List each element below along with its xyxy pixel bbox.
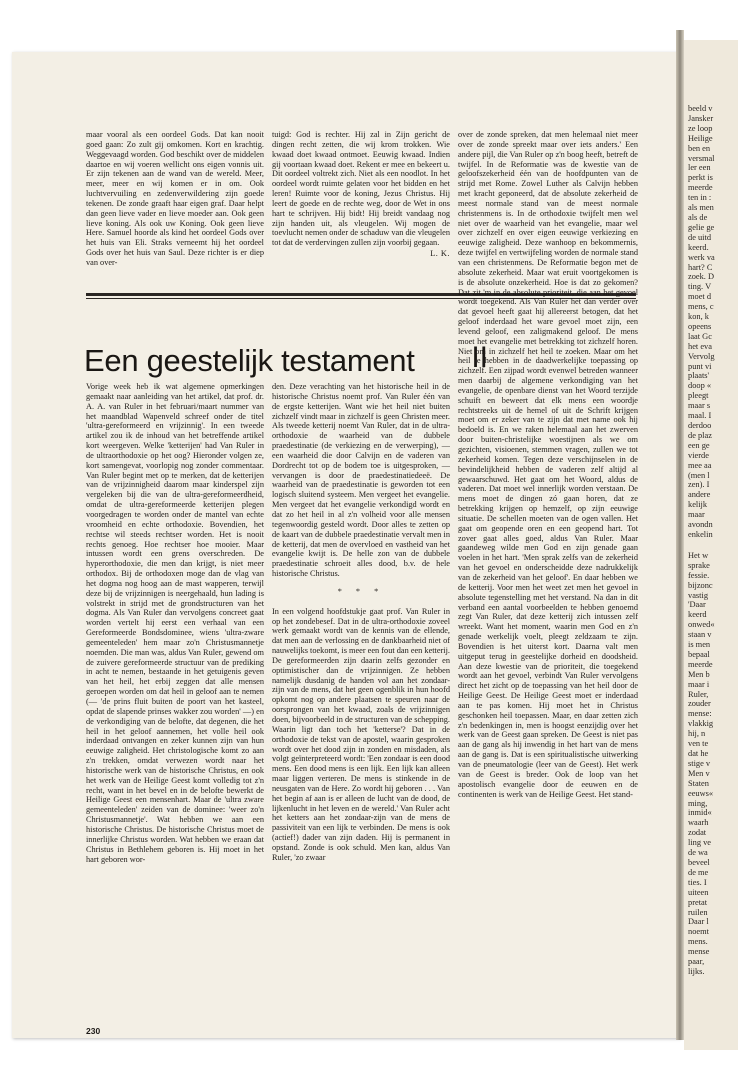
next-page-line: Staten <box>688 778 709 788</box>
next-page-line: Jansker <box>688 113 714 123</box>
next-page-line: de plaz <box>688 430 712 440</box>
next-page-line: maar i <box>688 679 710 689</box>
article-column-1 <box>86 382 264 1018</box>
next-page-line: Daar l <box>688 917 709 927</box>
article-column-3-text: over de zonde spreken, dat men helemaal niet meer over de zonde spreekt maar over iets anders.' Een andere pijl, die Van Ruler op z'n boog heeft, betreft de twijfel. In de Reformatie was de kwestie van de geloofszekerheid één van de hoofdpunten van de strijd met Rome. Zowel Luther als Calvijn hebben met kracht geponeerd, dat de absolute zekerheid de meest normale stand van de meest normale christenmens is. In de orthodoxie twijfelt men wel niet over de waarheid van het evangelie, maar wel over zichzelf en over eigen eeuwige verkiezing en eeuwige zaligheid. Deze wanhoop en bekommernis, deze twijfel en vertwijfeling worden de normale stand van een christenmens. De Reformatie begon met de absolute zekerheid. Maar wat eruit voortgekomen is is de absolute onzekerheid. Hoe is dat zo gekomen? Dat zit 'm in de absolute prioriteit, die aan het gevoel wordt toegekend. Als Van Ruler het dan verder over dat gevoel heeft gaat hij allereerst betogen, dat het geloof inderdaad het ware gevoel moet zijn, een levend geloof, een zaligmakend geloof. De mens moet het evangelie met betrekking tot zichzelf horen. Niet om in zichzelf het heil te zoeken. Maar om het heil te hebben in de daadwerkelijke toepassing op zichzelf. Een zijpad wordt evenwel betreden wanneer men daarbij de algemene verkondiging van het evangelie, de openbare dienst van het Woord terzijde schuift en beweert dat elk mens een woordje rechtstreeks uit de hemel of uit de Schrift krijgen moet om er zeker van te zijn dat met name ook hij bedoeld is. En we raken helemaal aan het zwerven door buiten-christelijke woestijnen als we om gezichten, visioenen, stemmen vragen, zullen we tot zekerheid komen. Tegen deze verschijnselen in de bevindelijkheid hebben de vaderen zelf altijd al gewaarschuwd. Het gaat om het Woord, aldus de vaderen. Dat moet wel innerlijk worden verstaan. De mens moet de dingen zó gaan horen, dat ze betrekking krijgen op hemzelf, op zijn eeuwige situatie. De schellen moeten van de ogen vallen. Het gaat om geopende oren en een geopend hart. Tot zover gaat alles goed, aldus Van Ruler. Maar gaandeweg wilde men God en zijn genade gaan voelen in het hart. 'Men sprak zelfs van de zekerheid van het gevoel en onderscheidde deze nadrukkelijk van de zekerheid van het geloof'. En daar hebben we de ketterij. Voor men het weet zet men het gevoel in absolute tegenstelling met het verstand. Na dan in dit verband een aantal voorbeelden te hebben genoemd zegt Van Ruler, dat deze ketterij zich intussen zelf wreekt. Want het moment, waarin men God en z'n genade werkelijk voelt, pleegt zeldzaam te zijn. Bovendien is het uiterst kort. Daarna valt men uitgeput terug in geestelijke dorheid en doodsheid. Aan deze kwestie van de prioriteit, die toegekend wordt aan het gevoel, verbindt Van Ruler vervolgens direct het zicht op de toepassing van het heil door de Heilige Geest. De Heilige Geest moet er inderdaad aan te pas komen. Hij moet het in Christus geschonken heil toepassen. Maar, en daar zetten zich z'n bedenkingen in, men is hoogst eenzijdig over het werk van de Geest gaan spreken. De Geest is niet pas aan de gang als hij inwendig in het hart van de mens aan de gang is. Dat is een spiritualistische uitwerking van de pneumatologie (leer van de Geest). Het werk van de Geest is breder. Ook de loop van het apostolisch evangelie door de eeuwen en de continenten is werk van de Heilige Geest. Het stand- <box>458 130 638 799</box>
next-page-line: als de <box>688 212 708 222</box>
next-page-line: beeld v <box>688 104 713 113</box>
next-page-line: Vervolg <box>688 351 715 361</box>
next-page-line: meerde <box>688 659 713 669</box>
article-title: Een geestelijk testament <box>84 343 415 378</box>
article-column-2a-text: den. Deze verachting van het historische heil in de historische Christus noemt prof. Van Ruler één van de ergste ketterijen. Want wie het heil niet buiten zichzelf vindt maar in zichzelf is geen Christen meer. Als tweede ketterij noemt Van Ruler, dat in de ultra-orthodoxie de waarheid van de dubbele praedestinatie (de verkiezing en de verwerping), — een waarheid die door Calvijn en de vaderen van Dordrecht tot op de bodem toe is uitgesproken, — vervangen is door de praedestinatiedeeë. De waarheid van de praedestinatie is geworden tot een logisch sluitend systeem. Men vergeet het evangelie. Men vergeet dat het evangelie verkondigd wordt en dat zo het heil in al z'n volheid voor alle mensen tegenwoordig gesteld wordt. Door alles te zetten op de kaart van de dubbele praedestinatie vervalt men in de ketterij, dat men de overvloed en vastheid van het evangelie kwijt is. De helle zon van de dubbele praedestinatie schroeit alles dood, b.v. de hele historische Christus. <box>272 382 450 579</box>
next-page-line: pretat <box>688 897 708 907</box>
next-page-line: derdoo <box>688 421 712 430</box>
next-page-line: mee aa <box>688 460 712 470</box>
top-column-2 <box>272 130 450 292</box>
next-page-line: perkt is <box>688 173 713 183</box>
article-column-3 <box>458 130 638 1018</box>
next-page-line: plaats' <box>688 371 710 381</box>
next-page-line: Ruler, <box>688 689 709 699</box>
next-page-line: ler een <box>688 163 711 173</box>
next-page-line: zodat <box>688 828 707 838</box>
next-page-line: de wa <box>688 848 708 858</box>
next-page-line: eeuws« <box>688 788 714 798</box>
book-gutter <box>676 30 684 1040</box>
next-page-line: ruilen <box>688 907 708 917</box>
top-column-1-text: maar vooral als een oordeel Gods. Dat kan nooit goed gaan: Zo zult gij omkomen. Kort en krachtig. Weggevaagd worden. God beschikt over de middelen daartoe en wij voeren wellicht ons eigen vonnis uit. Er zijn tekenen aan de wand van de wereld. Meer, meer, meer en wij komen er in om. Ook luchtvervuiling en zedenverwildering zijn goede tekenen. De zonde graaft haar eigen graf. Daar helpt dan geen lieve vader en lieve moeder aan. Ook geen lieve koning. Als ook uw Koning. Ook geen lieve Here. Samuel hoorde als kind het oordeel Gods over het huis van Eli. Straks verneemt hij het oordeel Gods over het huis van Saul. Deze richter is er diep van over- <box>86 130 264 267</box>
next-page-line: een ge <box>688 440 710 450</box>
next-page-line: mense <box>688 947 710 957</box>
next-page-line: het eva <box>688 341 712 351</box>
next-page-line: lijks. <box>688 966 705 976</box>
next-page-line: dat he <box>688 749 709 758</box>
next-page-line: gelie ge <box>688 222 715 232</box>
next-page-line: vastig <box>688 590 709 600</box>
next-page-line: sprake <box>688 560 710 570</box>
next-page-line: enkelin <box>688 529 713 539</box>
article-column-2 <box>272 382 450 1018</box>
next-page-line: mense: <box>688 709 712 719</box>
next-page-line: maar s <box>688 401 711 411</box>
next-page-line: werk va <box>688 252 715 262</box>
next-page-line: meerde <box>688 183 713 193</box>
next-page-line: ting. V <box>688 282 712 292</box>
next-page-edge <box>684 40 738 1050</box>
next-page-line: andere <box>688 490 711 500</box>
top-column-1 <box>86 130 264 290</box>
next-page-line: ming, <box>688 798 708 808</box>
next-page-line: doop « <box>688 381 712 391</box>
next-page-line: kelijk <box>688 500 708 510</box>
next-page-line: zoek. D <box>688 272 715 282</box>
next-page-line: de uitd <box>688 232 712 242</box>
next-page-line: (men l <box>688 470 710 480</box>
next-page-line: versmal <box>688 153 715 163</box>
next-page-line: noemt <box>688 927 709 937</box>
next-page-line: fessie. <box>688 570 710 580</box>
next-page-line: Heilige <box>688 133 713 143</box>
next-page-line: ling ve <box>688 838 712 848</box>
next-page-line: keerd. <box>688 242 709 252</box>
next-page-line: maar <box>688 510 705 520</box>
next-page-line: uiteen <box>688 887 709 897</box>
next-page-line: bijzonc <box>688 580 713 590</box>
author-signature: L. K. <box>430 249 450 259</box>
next-page-line: laat Gc <box>688 331 712 341</box>
next-page-line: als men <box>688 203 714 213</box>
section-break-stars: * * * <box>337 586 385 596</box>
next-page-line: vierde <box>688 450 709 460</box>
next-page-line: keerd <box>688 610 707 620</box>
next-page-line: onwed« <box>688 620 715 630</box>
next-page-line: de me <box>688 867 709 877</box>
next-page-line: inmid« <box>688 808 712 818</box>
top-column-2-text: tuigd: God is rechter. Hij zal in Zijn gericht de dingen recht zetten, die wij krom trokken. Wie kwaad doet kwaad ontmoet. Eeuwig kwaad. Indien gij voortaan kwaad doet. Rekent er mee en bekeert u. Dit oordeel voltrekt zich. Niet als een noodlot. In het oordeel wordt ruimte gelaten voor het bidden en het leren! Ruimte voor de koning, Jezus Christus. Hij leert de goede en de rechte weg, door de Wet in ons hart te schrijven. Hij bidt! Hij breidt vandaag nog zijn handen uit, als vleugelen. Wij mogen de toevlucht nemen onder de schaduw van die vleugelen tot dat de verdervingen zullen zijn voorbij gegaan. <box>272 130 450 248</box>
next-page-line: ties. I <box>688 877 707 887</box>
next-page-line: punt vi <box>688 361 712 371</box>
next-page-line: avondn <box>688 520 713 530</box>
next-page-line: staan v <box>688 630 712 640</box>
next-page-line: ten in : <box>688 193 712 203</box>
magazine-page <box>12 52 680 1038</box>
next-page-line: Men v <box>688 768 710 778</box>
next-page-line: Het w <box>688 550 709 560</box>
next-page-line: pleegt <box>688 391 709 401</box>
next-page-column-fragment-1 <box>684 40 738 540</box>
next-page-line: ven te <box>688 739 709 749</box>
next-page-line: opeens <box>688 321 712 331</box>
next-page-line: maal. I <box>688 411 712 421</box>
article-part-number: II <box>471 341 488 374</box>
next-page-line: beveel <box>688 857 710 867</box>
next-page-line: hart? C <box>688 262 713 272</box>
next-page-line: hij, n <box>688 729 706 739</box>
next-page-line: zouder <box>688 699 711 709</box>
next-page-line: ze loop <box>688 123 713 133</box>
next-page-line: mens, c <box>688 302 714 312</box>
next-page-line: vlakkig <box>688 719 714 729</box>
page-number: 230 <box>86 1026 101 1036</box>
next-page-line: bepaal <box>688 649 710 659</box>
next-page-line: waarh <box>688 818 709 828</box>
next-page-line: stige v <box>688 758 711 768</box>
next-page-line: kon, k <box>688 312 709 322</box>
next-page-line: is men <box>688 640 711 650</box>
next-page-line: paar, <box>688 957 705 967</box>
next-page-line: Men b <box>688 669 710 679</box>
next-page-line: 'Daar <box>688 600 706 610</box>
next-page-line: mens. <box>688 937 708 947</box>
next-page-column-fragment-2 <box>684 551 738 977</box>
next-page-line: moet d <box>688 292 712 302</box>
article-column-1-text: Vorige week heb ik wat algemene opmerkingen gemaakt naar aanleiding van het artikel, dat prof. dr. A. A. van Ruler in het februari/maart nummer van het maandblad Wapenveld schreef onder de titel 'ultra-gereformeerd en vrijzinnig'. In een tweede artikel zou ik de inhoud van het betreffende artikel kort weergeven. Welke 'ketterijen' had Van Ruler in de ultraorthodoxie op het oog? Hieronder volgen ze, kort samengevat, voorlopig nog zonder commentaar. Van Ruler begint met op te merken, dat de ketterijen van de vrijzinnigheid daarom maar kinderspel zijn vergeleken bij die van de ultra-gereformeerdheid, omdat de ultra-gereformeerde ketterijen plegen voorgedragen te worden onder de mantel van echte vroomheid en echte orthodoxie. Bovendien, het rechtse wil steeds rechtser worden. Het is nooit rechts genoeg. Hoe rechtser hoe mooier. Maar intussen wordt een grens overschreden. De hyperorthodoxie, die men dan krijgt, is niet meer orthodox. Bij de orthodoxen moge dan de vlag van het dogma nog hoog aan de mast wapperen, terwijl deze bij de vrijzinnigen is neergehaald, hun lading is volstrekt in strijd met de grondstructuren van het dogma. Als Van Ruler dan vervolgens concreet gaat worden vertelt hij eerst een verhaal van een Gereformeerde Bondsdominee, wiens 'ultra-zware gemeenteleden' hem maar zo'n Christusmannetje noemden. Die man was, aldus Van Ruler, gewend om de zuivere gereformeerde structuur van de prediking in acht te nemen, bestaande in het getuigenis geven van het heil, het erbij zeggen dat alle mensen geroepen worden om dat heil in geloof aan te nemen (— 'de prins fluit buiten de poort van het kasteel, opdat de slapende prinses wakker zou worden' —) en de verkondiging van de belofte, dat degenen, die het heil in het geloof aannemen, het volle heil ook inderdaad ontvangen en zeker kunnen zijn van hun eeuwige zaligheid. Het christologische komt zo aan z'n trekken, omdat verwezen wordt naar het historische werk van de historische Christus, en ook het werk van de Heilige Geest komt volledig tot z'n recht, want in het bevel en in de belofte bewerkt de Heilige Geest een mensenhart. Maar de 'ultra zware gemeenteleden' zeiden van de dominee: 'weer zo'n Christusmannetje'. Wat hebben we aan een historische Christus. De historische Christus moet de innerlijke Christus worden. Wat hebben we eraan dat Christus in Bethlehem geboren is. Hij moet in het hart geboren wor- <box>86 382 264 864</box>
next-page-line: zen). I <box>688 480 710 490</box>
article-column-2b-text: In een volgend hoofdstukje gaat prof. Van Ruler in op het zondebesef. Dat in de ultra-orthodoxie zoveel werk gemaakt wordt van de kennis van de ellende, dat men aan de verlossing en de dankbaarheid niet of nauwelijks toekomt, is meer een fout dan een ketterij. De gereformeerden zijn daarin zelfs gezonder en optimistischer dan de vrijzinnigen. Ze hebben namelijk dusdanig de handen vol aan het zondaar-zijn van de mens, dat het geen ogenblik in hun hoofd opkomt nog op andere plaatsen te speuren naar de oorsprongen van het kwaad, zoals de vrijzinnigen doen, bijvoorbeeld in de structuren van de schepping. Waarin ligt dan toch het 'ketterse'? Dat in de orthodoxie de tekst van de apostel, waarin gesproken wordt over het dood zijn in zonden en misdaden, als volgt geïnterpreteerd wordt: 'Een zondaar is een dood mens. Een dood mens is een lijk. Een lijk kan alleen maar liggen verteren. De mens is stinkende in de neusgaten van de Here. Zo wordt hij geboren . . . Van het begin af aan is er alleen de lucht van de dood, de lijkenlucht in het leven en de wereld.' Van Ruler acht het ketters aan het zondaar-zijn van de mens de passiviteit van een lijk te verbinden. De mens is ook (actief!) dader van zijn daden. Hij is permanent in opstand. Zonde is ook schuld. Men kan, aldus Van Ruler, 'zo zwaar <box>272 606 450 862</box>
next-page-line: ben en <box>688 143 711 153</box>
